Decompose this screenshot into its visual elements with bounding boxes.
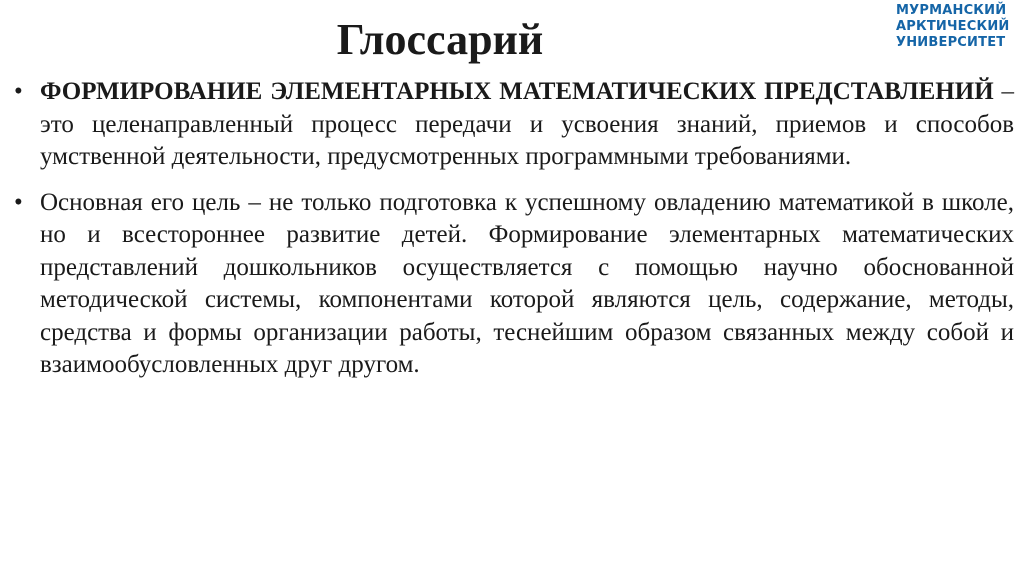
slide-content	[14, 76, 1014, 395]
bullet-marker: •	[14, 78, 23, 105]
bullet-item-goal	[14, 187, 1014, 382]
definition-text: – это целенаправленный процесс передачи и усвоения знаний, приемов и способов умственной деятельности, предусмотренных программными требованиями.	[40, 78, 1014, 170]
university-logo	[896, 3, 1020, 51]
logo-line-1: МУРМАНСКИЙ	[896, 3, 1007, 18]
goal-text: Основная его цель – не только подготовка к успешному овладению математикой в школе, но и всестороннее развитие детей. Формирование элементарных математических представлений дошкольников осуществляется с помощью научно обоснованной методической системы, компонентами которой являются цель, содержание, методы, средства и формы организации работы, теснейшим образом связанных между собой и взаимообусловленных друг другом.	[40, 188, 1014, 378]
glossary-term: ФОРМИРОВАНИЕ ЭЛЕМЕНТАРНЫХ МАТЕМАТИЧЕСКИХ ПРЕДСТАВЛЕНИЙ	[40, 78, 994, 105]
logo-line-2: АРКТИЧЕСКИЙ	[896, 19, 1010, 34]
slide-title: Глоссарий	[336, 15, 544, 64]
bullet-marker: •	[14, 188, 23, 216]
bullet-item-definition	[14, 76, 1014, 174]
logo-line-3: УНИВЕРСИТЕТ	[896, 35, 1006, 50]
